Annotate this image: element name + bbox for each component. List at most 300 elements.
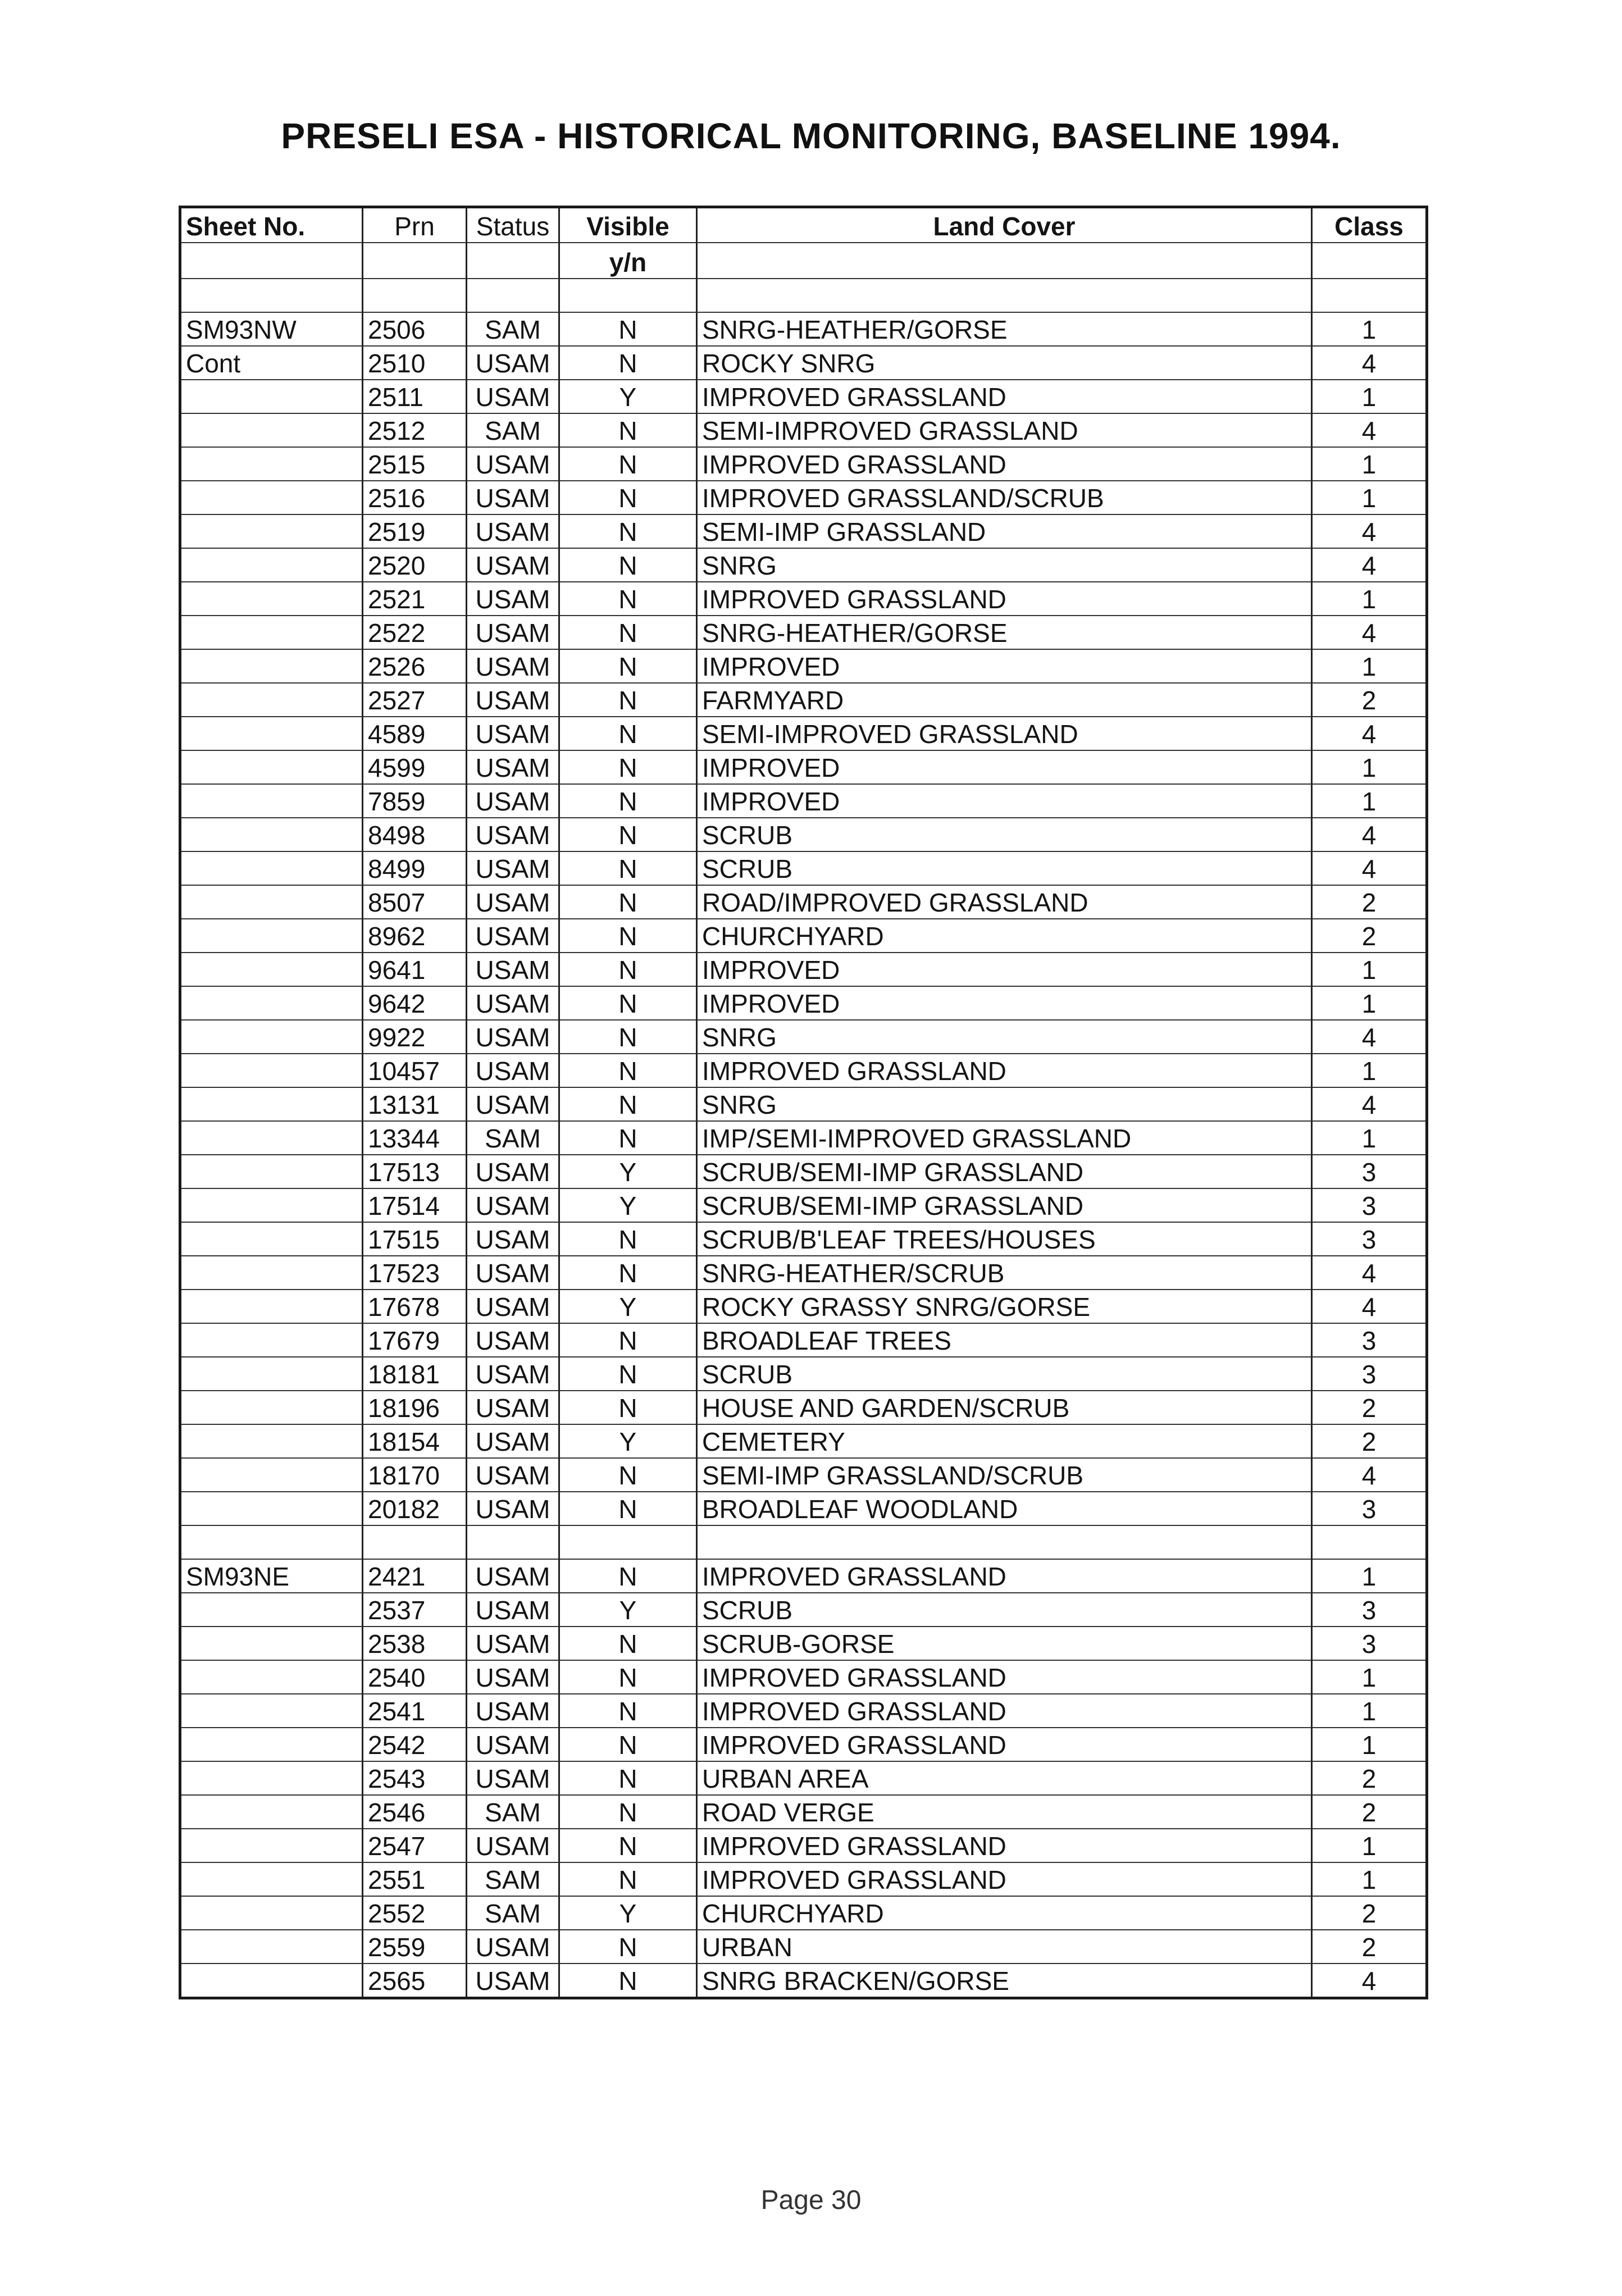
cell-sheet-no: [180, 986, 363, 1020]
cell-class: 1: [1312, 953, 1427, 986]
cell-class: 4: [1312, 1020, 1427, 1054]
cell-prn: 2547: [363, 1829, 467, 1862]
cell-visible: N: [559, 1829, 697, 1862]
cell-status: USAM: [467, 1188, 559, 1222]
cell-class: 2: [1312, 1795, 1427, 1829]
cell-status: USAM: [467, 1323, 559, 1357]
spacer-cell: [697, 1525, 1312, 1559]
cell-prn: 8507: [363, 885, 467, 919]
cell-status: USAM: [467, 1424, 559, 1458]
header-spacer-row: [180, 279, 1427, 312]
cell-prn: 8498: [363, 818, 467, 851]
cell-prn: 18181: [363, 1357, 467, 1391]
cell-class: 3: [1312, 1627, 1427, 1660]
cell-prn: 18154: [363, 1424, 467, 1458]
cell-visible: N: [559, 1559, 697, 1593]
table-row: [180, 885, 1427, 919]
cell-visible: N: [559, 1391, 697, 1424]
cell-land-cover: IMPROVED GRASSLAND: [697, 380, 1312, 413]
cell-class: 1: [1312, 481, 1427, 514]
cell-land-cover: IMPROVED GRASSLAND: [697, 1862, 1312, 1896]
cell-prn: 2520: [363, 548, 467, 582]
cell-visible: N: [559, 616, 697, 649]
cell-sheet-no: [180, 380, 363, 413]
cell-visible: Y: [559, 1155, 697, 1188]
cell-land-cover: IMPROVED GRASSLAND: [697, 1660, 1312, 1694]
cell-land-cover: SCRUB-GORSE: [697, 1627, 1312, 1660]
cell-status: USAM: [467, 481, 559, 514]
cell-class: 3: [1312, 1357, 1427, 1391]
cell-status: USAM: [467, 548, 559, 582]
table-row: [180, 919, 1427, 953]
cell-sheet-no: [180, 1222, 363, 1256]
table-row: [180, 1222, 1427, 1256]
cell-land-cover: IMPROVED GRASSLAND: [697, 1728, 1312, 1761]
cell-prn: 2519: [363, 514, 467, 548]
cell-class: 4: [1312, 1290, 1427, 1323]
cell-visible: N: [559, 1222, 697, 1256]
table-row: [180, 447, 1427, 481]
monitoring-table: [179, 206, 1428, 1999]
cell-prn: 13131: [363, 1087, 467, 1121]
cell-prn: 2515: [363, 447, 467, 481]
cell-class: 2: [1312, 1930, 1427, 1964]
table-row: [180, 312, 1427, 346]
cell-status: USAM: [467, 1256, 559, 1290]
cell-prn: 18170: [363, 1458, 467, 1492]
cell-sheet-no: [180, 548, 363, 582]
table-row: [180, 1188, 1427, 1222]
cell-land-cover: CEMETERY: [697, 1424, 1312, 1458]
cell-prn: 2565: [363, 1964, 467, 1998]
table-row: [180, 1795, 1427, 1829]
cell-status: USAM: [467, 1290, 559, 1323]
cell-land-cover: ROCKY SNRG: [697, 346, 1312, 380]
table-row: [180, 1458, 1427, 1492]
cell-class: 4: [1312, 616, 1427, 649]
cell-sheet-no: [180, 1593, 363, 1627]
cell-status: USAM: [467, 818, 559, 851]
table-row: [180, 1559, 1427, 1593]
cell-visible: N: [559, 1087, 697, 1121]
cell-status: USAM: [467, 851, 559, 885]
section-spacer-row: [180, 1525, 1427, 1559]
cell-prn: 2546: [363, 1795, 467, 1829]
cell-land-cover: SNRG: [697, 1020, 1312, 1054]
cell-sheet-no: [180, 1054, 363, 1087]
header-sub-empty: [363, 243, 467, 279]
table-row: [180, 1694, 1427, 1728]
cell-visible: Y: [559, 380, 697, 413]
cell-class: 4: [1312, 413, 1427, 447]
cell-prn: 2551: [363, 1862, 467, 1896]
cell-land-cover: SCRUB/SEMI-IMP GRASSLAND: [697, 1155, 1312, 1188]
cell-land-cover: IMP/SEMI-IMPROVED GRASSLAND: [697, 1121, 1312, 1155]
cell-land-cover: SNRG-HEATHER/GORSE: [697, 312, 1312, 346]
cell-sheet-no: [180, 1323, 363, 1357]
cell-visible: N: [559, 346, 697, 380]
table-row: [180, 683, 1427, 717]
cell-visible: N: [559, 1492, 697, 1525]
cell-status: USAM: [467, 1593, 559, 1627]
cell-visible: N: [559, 784, 697, 818]
cell-land-cover: URBAN AREA: [697, 1761, 1312, 1795]
cell-status: USAM: [467, 1155, 559, 1188]
cell-visible: N: [559, 1458, 697, 1492]
cell-land-cover: CHURCHYARD: [697, 919, 1312, 953]
cell-sheet-no: [180, 1862, 363, 1896]
cell-land-cover: SEMI-IMP GRASSLAND: [697, 514, 1312, 548]
header-land-cover: Land Cover: [697, 207, 1312, 243]
cell-sheet-no: [180, 851, 363, 885]
cell-prn: 2506: [363, 312, 467, 346]
cell-land-cover: IMPROVED: [697, 953, 1312, 986]
cell-land-cover: SEMI-IMP GRASSLAND/SCRUB: [697, 1458, 1312, 1492]
header-class: Class: [1312, 207, 1427, 243]
cell-status: USAM: [467, 986, 559, 1020]
table-row: [180, 1054, 1427, 1087]
header-sub-empty: [697, 243, 1312, 279]
cell-visible: N: [559, 1728, 697, 1761]
cell-class: 1: [1312, 312, 1427, 346]
cell-visible: N: [559, 1121, 697, 1155]
cell-land-cover: IMPROVED GRASSLAND: [697, 1054, 1312, 1087]
cell-land-cover: IMPROVED GRASSLAND: [697, 582, 1312, 616]
cell-land-cover: SCRUB/SEMI-IMP GRASSLAND: [697, 1188, 1312, 1222]
cell-class: 3: [1312, 1323, 1427, 1357]
cell-sheet-no: [180, 818, 363, 851]
cell-status: USAM: [467, 649, 559, 683]
cell-class: 1: [1312, 1559, 1427, 1593]
cell-prn: 9641: [363, 953, 467, 986]
cell-sheet-no: [180, 1357, 363, 1391]
cell-prn: 17678: [363, 1290, 467, 1323]
cell-sheet-no: [180, 717, 363, 750]
cell-sheet-no: [180, 481, 363, 514]
cell-status: USAM: [467, 1020, 559, 1054]
cell-visible: N: [559, 750, 697, 784]
cell-class: 1: [1312, 1728, 1427, 1761]
cell-sheet-no: [180, 447, 363, 481]
cell-land-cover: FARMYARD: [697, 683, 1312, 717]
table-row: [180, 649, 1427, 683]
cell-status: USAM: [467, 1964, 559, 1998]
cell-prn: 18196: [363, 1391, 467, 1424]
cell-visible: N: [559, 1357, 697, 1391]
cell-class: 4: [1312, 818, 1427, 851]
cell-land-cover: BROADLEAF TREES: [697, 1323, 1312, 1357]
cell-prn: 2512: [363, 413, 467, 447]
cell-prn: 2552: [363, 1896, 467, 1930]
cell-prn: 2516: [363, 481, 467, 514]
header-subrow: [180, 243, 1427, 279]
cell-land-cover: IMPROVED: [697, 784, 1312, 818]
cell-land-cover: IMPROVED: [697, 750, 1312, 784]
cell-class: 2: [1312, 1761, 1427, 1795]
cell-status: SAM: [467, 413, 559, 447]
table-row: [180, 1930, 1427, 1964]
cell-sheet-no: [180, 1627, 363, 1660]
cell-sheet-no: [180, 750, 363, 784]
cell-status: USAM: [467, 1222, 559, 1256]
cell-prn: 2543: [363, 1761, 467, 1795]
cell-land-cover: IMPROVED: [697, 649, 1312, 683]
cell-status: USAM: [467, 683, 559, 717]
cell-class: 3: [1312, 1492, 1427, 1525]
cell-visible: N: [559, 548, 697, 582]
cell-visible: N: [559, 1964, 697, 1998]
cell-sheet-no: [180, 1930, 363, 1964]
cell-class: 1: [1312, 582, 1427, 616]
cell-class: 2: [1312, 1391, 1427, 1424]
cell-status: USAM: [467, 514, 559, 548]
cell-status: USAM: [467, 1728, 559, 1761]
cell-prn: 2511: [363, 380, 467, 413]
cell-class: 2: [1312, 919, 1427, 953]
cell-class: 4: [1312, 717, 1427, 750]
cell-status: USAM: [467, 447, 559, 481]
table-row: [180, 784, 1427, 818]
table-row: [180, 1323, 1427, 1357]
cell-visible: N: [559, 582, 697, 616]
spacer-cell: [559, 1525, 697, 1559]
cell-visible: N: [559, 683, 697, 717]
cell-land-cover: IMPROVED GRASSLAND: [697, 1694, 1312, 1728]
cell-visible: N: [559, 1323, 697, 1357]
cell-sheet-no: [180, 413, 363, 447]
table-row: [180, 1121, 1427, 1155]
table-row: [180, 1357, 1427, 1391]
cell-prn: 17679: [363, 1323, 467, 1357]
cell-class: 1: [1312, 750, 1427, 784]
cell-sheet-no: [180, 784, 363, 818]
cell-status: USAM: [467, 1054, 559, 1087]
cell-land-cover: SEMI-IMPROVED GRASSLAND: [697, 413, 1312, 447]
cell-visible: N: [559, 1020, 697, 1054]
cell-land-cover: IMPROVED GRASSLAND/SCRUB: [697, 481, 1312, 514]
cell-land-cover: ROCKY GRASSY SNRG/GORSE: [697, 1290, 1312, 1323]
cell-prn: 8962: [363, 919, 467, 953]
cell-sheet-no: [180, 1660, 363, 1694]
cell-land-cover: SNRG-HEATHER/GORSE: [697, 616, 1312, 649]
cell-sheet-no: [180, 919, 363, 953]
cell-land-cover: BROADLEAF WOODLAND: [697, 1492, 1312, 1525]
table-row: [180, 1155, 1427, 1188]
cell-prn: 2538: [363, 1627, 467, 1660]
cell-sheet-no: SM93NE: [180, 1559, 363, 1593]
cell-prn: 9922: [363, 1020, 467, 1054]
cell-visible: N: [559, 818, 697, 851]
cell-visible: Y: [559, 1290, 697, 1323]
table-row: [180, 1391, 1427, 1424]
table-row: [180, 616, 1427, 649]
cell-visible: N: [559, 1694, 697, 1728]
cell-status: USAM: [467, 1492, 559, 1525]
cell-visible: N: [559, 1862, 697, 1896]
cell-land-cover: URBAN: [697, 1930, 1312, 1964]
cell-prn: 4599: [363, 750, 467, 784]
cell-visible: N: [559, 312, 697, 346]
cell-land-cover: CHURCHYARD: [697, 1896, 1312, 1930]
cell-status: USAM: [467, 717, 559, 750]
cell-class: 1: [1312, 1829, 1427, 1862]
table-row: [180, 1862, 1427, 1896]
cell-prn: 2510: [363, 346, 467, 380]
cell-prn: 7859: [363, 784, 467, 818]
cell-land-cover: IMPROVED GRASSLAND: [697, 1829, 1312, 1862]
cell-class: 2: [1312, 1896, 1427, 1930]
cell-prn: 4589: [363, 717, 467, 750]
cell-land-cover: ROAD VERGE: [697, 1795, 1312, 1829]
cell-sheet-no: [180, 1155, 363, 1188]
cell-prn: 2541: [363, 1694, 467, 1728]
cell-status: USAM: [467, 1627, 559, 1660]
table-row: [180, 851, 1427, 885]
cell-class: 4: [1312, 1087, 1427, 1121]
cell-prn: 17513: [363, 1155, 467, 1188]
table-row: [180, 481, 1427, 514]
cell-sheet-no: [180, 649, 363, 683]
table-header: [180, 207, 1427, 313]
cell-status: USAM: [467, 1458, 559, 1492]
cell-prn: 2522: [363, 616, 467, 649]
cell-status: USAM: [467, 885, 559, 919]
cell-visible: N: [559, 1256, 697, 1290]
cell-sheet-no: [180, 1188, 363, 1222]
cell-class: 4: [1312, 1458, 1427, 1492]
table-row: [180, 1761, 1427, 1795]
cell-prn: 2542: [363, 1728, 467, 1761]
cell-prn: 9642: [363, 986, 467, 1020]
cell-status: USAM: [467, 1357, 559, 1391]
cell-land-cover: IMPROVED GRASSLAND: [697, 1559, 1312, 1593]
cell-visible: N: [559, 447, 697, 481]
cell-sheet-no: [180, 1795, 363, 1829]
cell-land-cover: ROAD/IMPROVED GRASSLAND: [697, 885, 1312, 919]
cell-class: 4: [1312, 346, 1427, 380]
cell-prn: 2537: [363, 1593, 467, 1627]
table-row: [180, 1593, 1427, 1627]
cell-status: USAM: [467, 346, 559, 380]
table-row: [180, 514, 1427, 548]
cell-status: USAM: [467, 582, 559, 616]
cell-class: 1: [1312, 1121, 1427, 1155]
cell-class: 3: [1312, 1593, 1427, 1627]
cell-visible: N: [559, 1930, 697, 1964]
cell-prn: 2527: [363, 683, 467, 717]
spacer-cell: [467, 1525, 559, 1559]
cell-visible: N: [559, 413, 697, 447]
cell-visible: N: [559, 717, 697, 750]
cell-class: 3: [1312, 1188, 1427, 1222]
cell-sheet-no: [180, 1424, 363, 1458]
cell-class: 1: [1312, 1054, 1427, 1087]
table-row: [180, 717, 1427, 750]
cell-class: 3: [1312, 1155, 1427, 1188]
cell-sheet-no: [180, 953, 363, 986]
page-number: Page 30: [760, 2185, 862, 2215]
cell-sheet-no: [180, 616, 363, 649]
cell-visible: N: [559, 1660, 697, 1694]
cell-status: USAM: [467, 1087, 559, 1121]
cell-class: 1: [1312, 1862, 1427, 1896]
cell-status: USAM: [467, 1391, 559, 1424]
cell-visible: N: [559, 953, 697, 986]
cell-sheet-no: [180, 1694, 363, 1728]
cell-sheet-no: [180, 1728, 363, 1761]
cell-status: USAM: [467, 750, 559, 784]
cell-class: 4: [1312, 548, 1427, 582]
cell-visible: N: [559, 919, 697, 953]
cell-sheet-no: SM93NW: [180, 312, 363, 346]
cell-status: USAM: [467, 919, 559, 953]
header-row: [180, 207, 1427, 243]
cell-visible: N: [559, 1795, 697, 1829]
header-status: Status: [467, 207, 559, 243]
cell-class: 2: [1312, 1424, 1427, 1458]
table-row: [180, 1087, 1427, 1121]
cell-sheet-no: Cont: [180, 346, 363, 380]
cell-visible: N: [559, 1054, 697, 1087]
cell-visible: N: [559, 851, 697, 885]
cell-land-cover: IMPROVED: [697, 986, 1312, 1020]
cell-prn: 8499: [363, 851, 467, 885]
cell-visible: N: [559, 481, 697, 514]
table-row: [180, 1020, 1427, 1054]
cell-sheet-no: [180, 1087, 363, 1121]
cell-status: USAM: [467, 1761, 559, 1795]
cell-prn: 2521: [363, 582, 467, 616]
cell-sheet-no: [180, 1458, 363, 1492]
cell-status: SAM: [467, 1121, 559, 1155]
cell-visible: Y: [559, 1896, 697, 1930]
cell-status: USAM: [467, 1930, 559, 1964]
cell-class: 1: [1312, 649, 1427, 683]
cell-class: 2: [1312, 683, 1427, 717]
cell-sheet-no: [180, 582, 363, 616]
cell-class: 2: [1312, 885, 1427, 919]
cell-land-cover: IMPROVED GRASSLAND: [697, 447, 1312, 481]
cell-sheet-no: [180, 1829, 363, 1862]
table-row: [180, 413, 1427, 447]
cell-land-cover: SNRG: [697, 548, 1312, 582]
cell-prn: 17523: [363, 1256, 467, 1290]
header-visible-yn: y/n: [559, 243, 697, 279]
cell-status: USAM: [467, 1694, 559, 1728]
cell-visible: N: [559, 514, 697, 548]
table-row: [180, 1728, 1427, 1761]
cell-class: 4: [1312, 1964, 1427, 1998]
cell-sheet-no: [180, 1391, 363, 1424]
cell-visible: Y: [559, 1188, 697, 1222]
cell-land-cover: SEMI-IMPROVED GRASSLAND: [697, 717, 1312, 750]
cell-land-cover: HOUSE AND GARDEN/SCRUB: [697, 1391, 1312, 1424]
cell-visible: N: [559, 1761, 697, 1795]
cell-status: SAM: [467, 1862, 559, 1896]
header-prn: Prn: [363, 207, 467, 243]
cell-visible: N: [559, 885, 697, 919]
monitoring-table-wrapper: [179, 206, 1428, 1999]
cell-class: 1: [1312, 784, 1427, 818]
cell-sheet-no: [180, 1256, 363, 1290]
cell-prn: 2526: [363, 649, 467, 683]
table-row: [180, 818, 1427, 851]
cell-land-cover: SCRUB/B'LEAF TREES/HOUSES: [697, 1222, 1312, 1256]
cell-visible: N: [559, 1627, 697, 1660]
table-row: [180, 1627, 1427, 1660]
cell-prn: 20182: [363, 1492, 467, 1525]
cell-class: 1: [1312, 380, 1427, 413]
